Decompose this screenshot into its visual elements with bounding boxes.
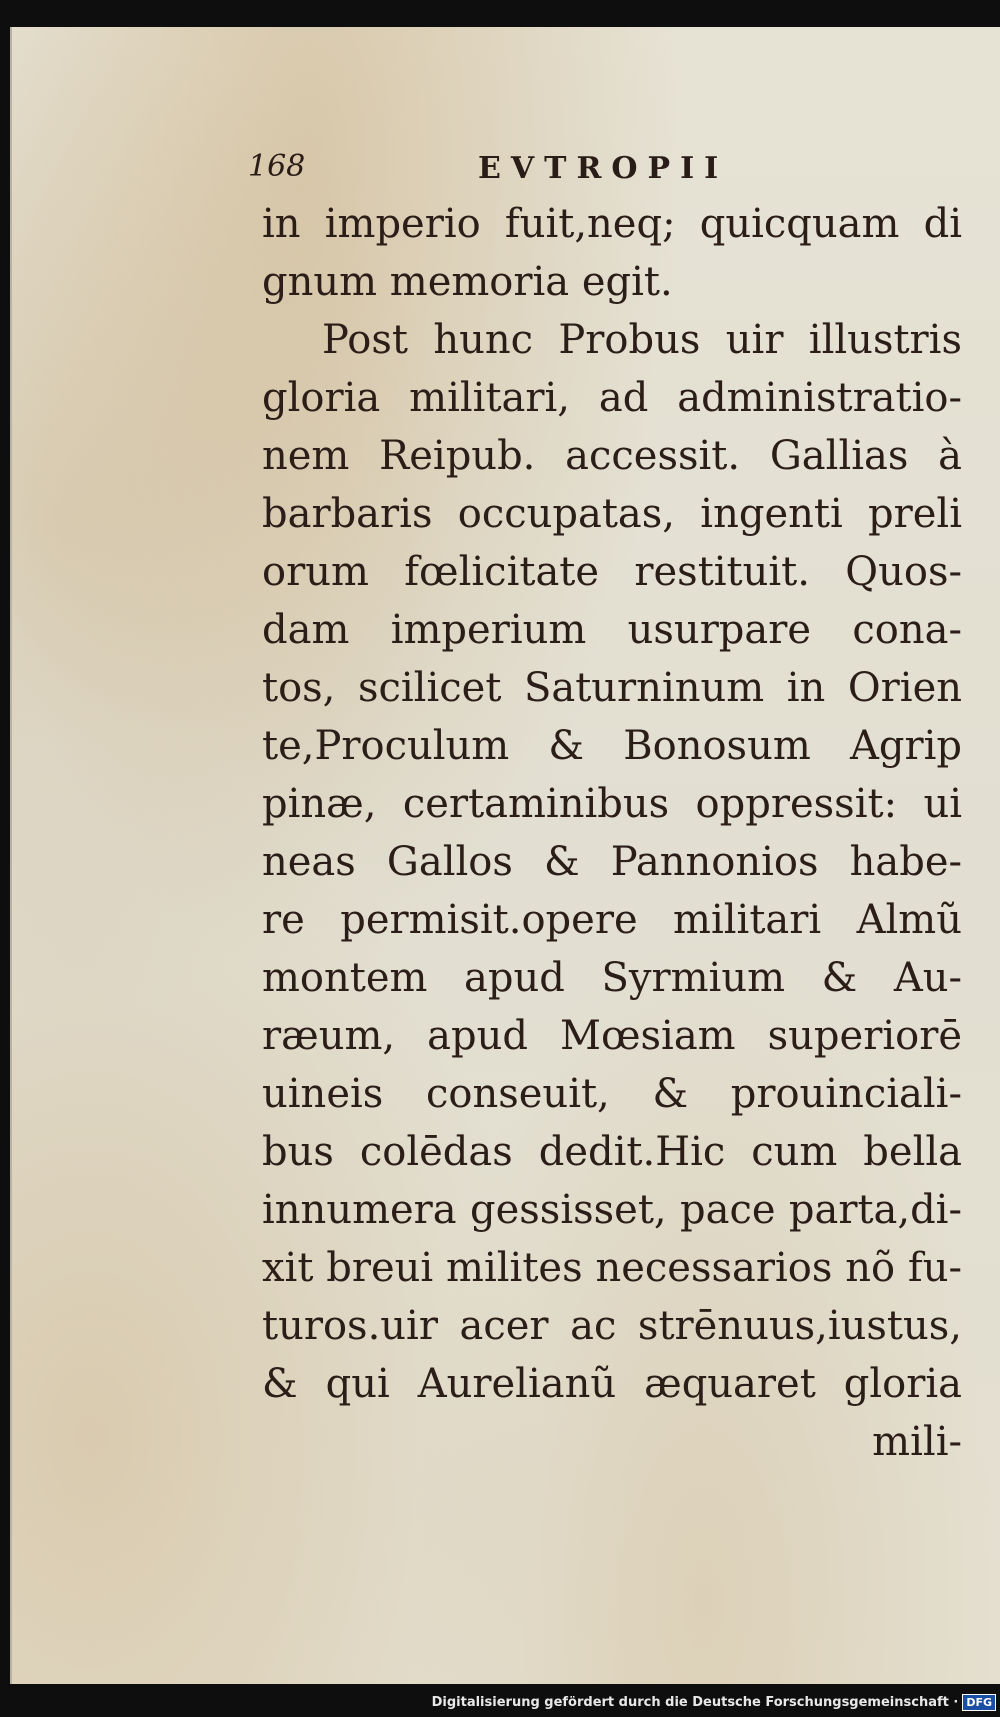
digitization-credit xyxy=(432,1691,996,1713)
book-page xyxy=(10,27,1000,1684)
text-line: innumera gessisset, pace parta,di- xyxy=(262,1187,962,1233)
text-line: orum fœlicitate restituit. Quos- xyxy=(262,549,962,595)
text-line: ræum, apud Mœsiam superiorē xyxy=(262,1013,962,1059)
text-line: barbaris occupatas, ingenti preli xyxy=(262,491,962,537)
running-head xyxy=(248,149,908,189)
text-line: neas Gallos & Pannonios habe- xyxy=(262,839,962,885)
text-line: xit breui milites necessarios nõ fu- xyxy=(262,1245,962,1291)
text-line: pinæ, certaminibus oppressit: ui xyxy=(262,781,962,827)
text-line: gnum memoria egit. xyxy=(262,259,673,305)
running-title: EVTROPII xyxy=(478,151,729,186)
text-line: gloria militari, ad administratio- xyxy=(262,375,962,421)
text-line: bus colēdas dedit.Hic cum bella xyxy=(262,1129,962,1175)
text-line: turos.uir acer ac strēnuus,iustus, xyxy=(262,1303,962,1349)
text-block xyxy=(262,195,962,1471)
text-line: dam imperium usurpare cona- xyxy=(262,607,962,653)
text-line: tos, scilicet Saturninum in Orien xyxy=(262,665,962,711)
text-line: in imperio fuit,neq; quicquam di xyxy=(262,201,962,247)
dfg-logo: DFG xyxy=(962,1694,996,1711)
catchword: mili- xyxy=(872,1419,962,1465)
credit-text: Digitalisierung gefördert durch die Deutsche Forschungsgemeinschaft · xyxy=(431,1694,959,1710)
page-number: 168 xyxy=(248,149,306,184)
text-line: re permisit.opere militari Almũ xyxy=(262,897,962,943)
text-line: te,Proculum & Bonosum Agrip xyxy=(262,723,962,769)
text-line: montem apud Syrmium & Au- xyxy=(262,955,962,1001)
text-line: & qui Aurelianũ æquaret gloria xyxy=(262,1361,962,1407)
text-line: uineis conseuit, & prouinciali- xyxy=(262,1071,962,1117)
text-line: Post hunc Probus uir illustris xyxy=(322,317,962,363)
text-line: nem Reipub. accessit. Gallias à xyxy=(262,433,962,479)
